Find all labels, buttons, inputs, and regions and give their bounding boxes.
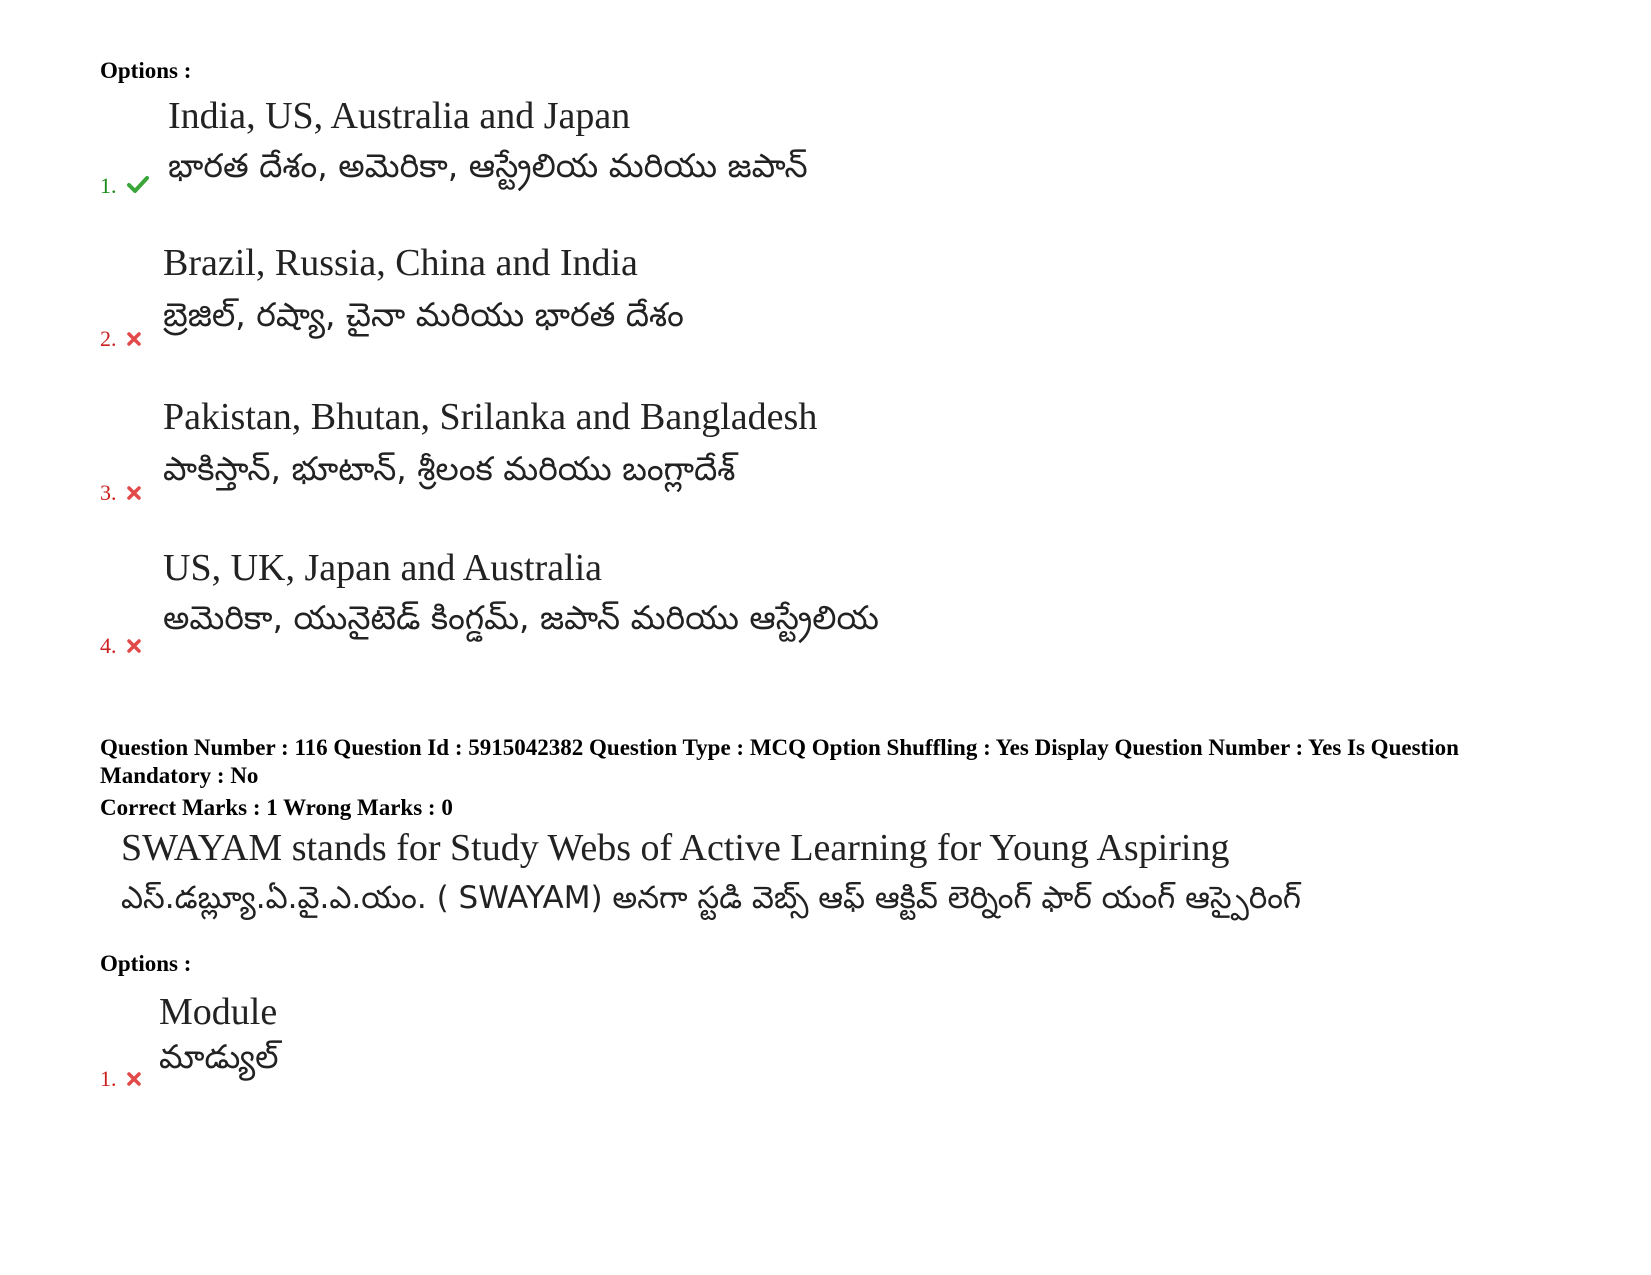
- question-marks: Correct Marks : 1 Wrong Marks : 0: [100, 795, 453, 820]
- cross-icon: [127, 1072, 141, 1091]
- option-1-marker: [100, 173, 149, 199]
- question-meta: Question Number : 116 Question Id : 5915042382 Question Type : MCQ Option Shuffling : Yes Display Question Number : Yes Is Question Mandatory : No: [100, 735, 1459, 788]
- options-label-2: Options :: [100, 951, 192, 976]
- option-2-telugu: బ్రెజిల్, రష్యా, చైనా మరియు భారత దేశం: [163, 295, 684, 334]
- option-4-number: 4.: [100, 633, 117, 658]
- option-1-telugu: భారత దేశం, అమెరికా, ఆస్ట్రేలియ మరియు జపాన్: [168, 146, 808, 185]
- cross-icon: [127, 486, 141, 505]
- check-icon: [127, 175, 149, 198]
- cross-icon: [127, 332, 141, 351]
- option-2-number: 2.: [100, 326, 117, 351]
- option-3-english: Pakistan, Bhutan, Srilanka and Bangladesh: [163, 396, 818, 438]
- cross-icon: [127, 639, 141, 658]
- option-1-english: India, US, Australia and Japan: [168, 95, 631, 137]
- question-english: SWAYAM stands for Study Webs of Active Learning for Young Aspiring: [121, 827, 1230, 869]
- option-2-1-english: Module: [159, 991, 278, 1033]
- option-2-1-telugu: మాడ్యుల్: [159, 1037, 279, 1076]
- option-2-english: Brazil, Russia, China and India: [163, 242, 638, 284]
- option-4-english: US, UK, Japan and Australia: [163, 547, 603, 589]
- option-2-1-number: 1.: [100, 1066, 117, 1091]
- option-4-marker: [100, 633, 141, 659]
- options-label: Options :: [100, 58, 192, 83]
- option-4-telugu: అమెరికా, యునైటెడ్ కింగ్డమ్, జపాన్ మరియు ఆస్ట్రేలియ: [163, 598, 879, 637]
- option-2-1-marker: [100, 1066, 141, 1092]
- option-3-number: 3.: [100, 480, 117, 505]
- option-1-number: 1.: [100, 173, 117, 198]
- option-2-marker: [100, 326, 141, 352]
- option-3-marker: [100, 480, 141, 506]
- option-3-telugu: పాకిస్తాన్, భూటాన్, శ్రీలంక మరియు బంగ్లాదేశ్: [163, 449, 736, 488]
- question-telugu: ఎస్.డబ్ల్యూ.ఏ.వై.ఎ.యం. ( SWAYAM) అనగా స్టడి వెబ్స్ ఆఫ్ ఆక్టివ్ లెర్నింగ్ ఫార్ యంగ్ ఆస్పైరింగ్: [121, 880, 1301, 916]
